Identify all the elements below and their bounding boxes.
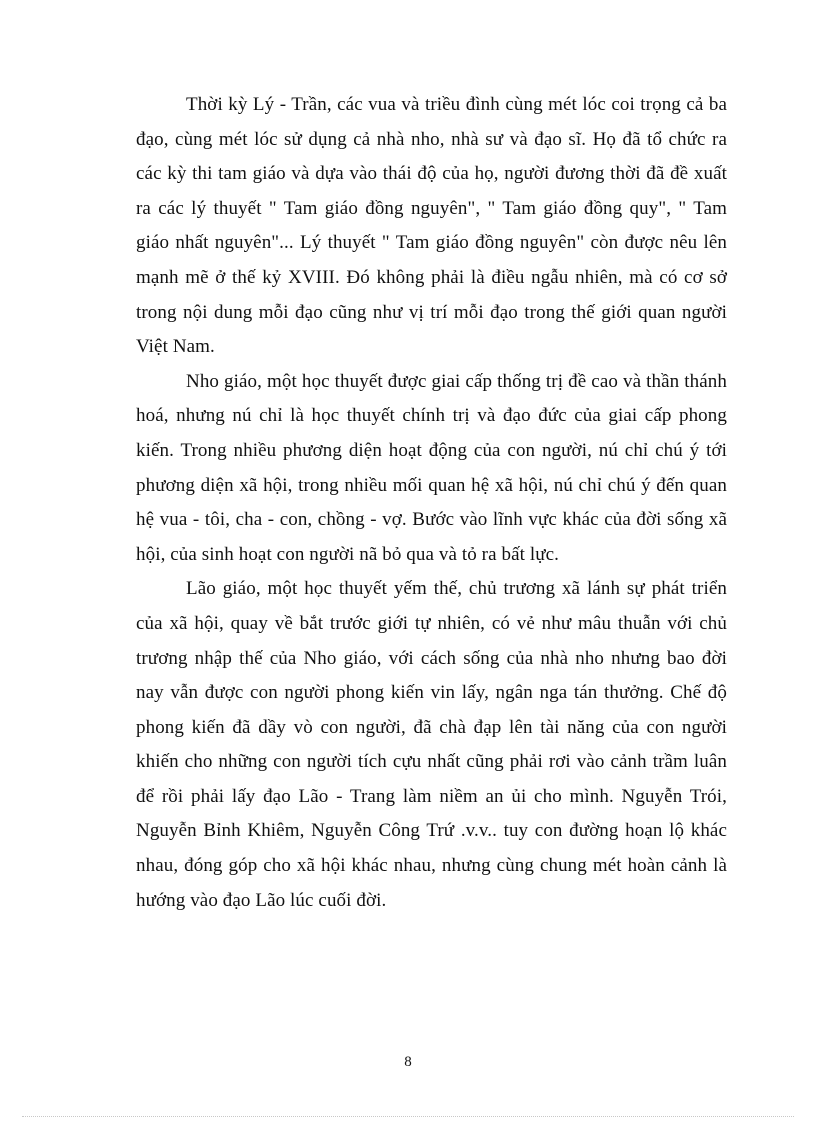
page-number: 8 [404, 1054, 412, 1070]
body-text [136, 88, 727, 918]
paragraph-lao-giao: Lão giáo, một học thuyết yếm thế, chủ trương xã lánh sự phát triển của xã hội, quay về bắt trước giới tự nhiên, có vẻ như mâu thuẫn với chủ trương nhập thế của Nho giáo, với cách sống của nhà nho nhưng bao đời nay vẫn được con người phong kiến vin lấy, ngân nga tán thưởng. Chế độ phong kiến đã dầy vò con người, đã chà đạp lên tài năng của con người khiến cho những con người tích cựu nhất cũng phải rơi vào cảnh trầm luân để rồi phải lấy đạo Lão - Trang làm niềm an ủi cho mình. Nguyễn Trói, Nguyễn Bỉnh Khiêm, Nguyễn Công Trứ .v.v.. tuy con đường hoạn lộ khác nhau, đóng góp cho xã hội khác nhau, nhưng cùng chung mét hoàn cảnh là hướng vào đạo Lão lúc cuối đời. [136, 578, 727, 911]
page-bottom-divider [22, 1116, 794, 1117]
paragraph-ly-tran: Thời kỳ Lý - Trần, các vua và triều đình cùng mét lóc coi trọng cả ba đạo, cùng mét lóc sử dụng cả nhà nho, nhà sư và đạo sĩ. Họ đã tổ chức ra các kỳ thi tam giáo và dựa vào thái độ của họ, người đương thời đã đề xuất ra các lý thuyết " Tam giáo đồng nguyên", " Tam giáo đồng quy", " Tam giáo nhất nguyên"... Lý thuyết " Tam giáo đồng nguyên" còn được nêu lên mạnh mẽ ở thế kỷ XVIII. Đó không phải là điều ngẫu nhiên, mà có cơ sở trong nội dung mỗi đạo cũng như vị trí mỗi đạo trong thế giới quan người Việt Nam. [136, 94, 727, 358]
paragraph-nho-giao: Nho giáo, một học thuyết được giai cấp thống trị đề cao và thần thánh hoá, nhưng nú chỉ là học thuyết chính trị và đạo đức của giai cấp phong kiến. Trong nhiều phương diện hoạt động của con người, nú chỉ chú ý tới phương diện xã hội, trong nhiều mối quan hệ xã hội, nú chỉ chú ý đến quan hệ vua - tôi, cha - con, chồng - vợ. Bước vào lĩnh vực khác của đời sống xã hội, của sinh hoạt con người nã bỏ qua và tỏ ra bất lực. [136, 370, 727, 565]
